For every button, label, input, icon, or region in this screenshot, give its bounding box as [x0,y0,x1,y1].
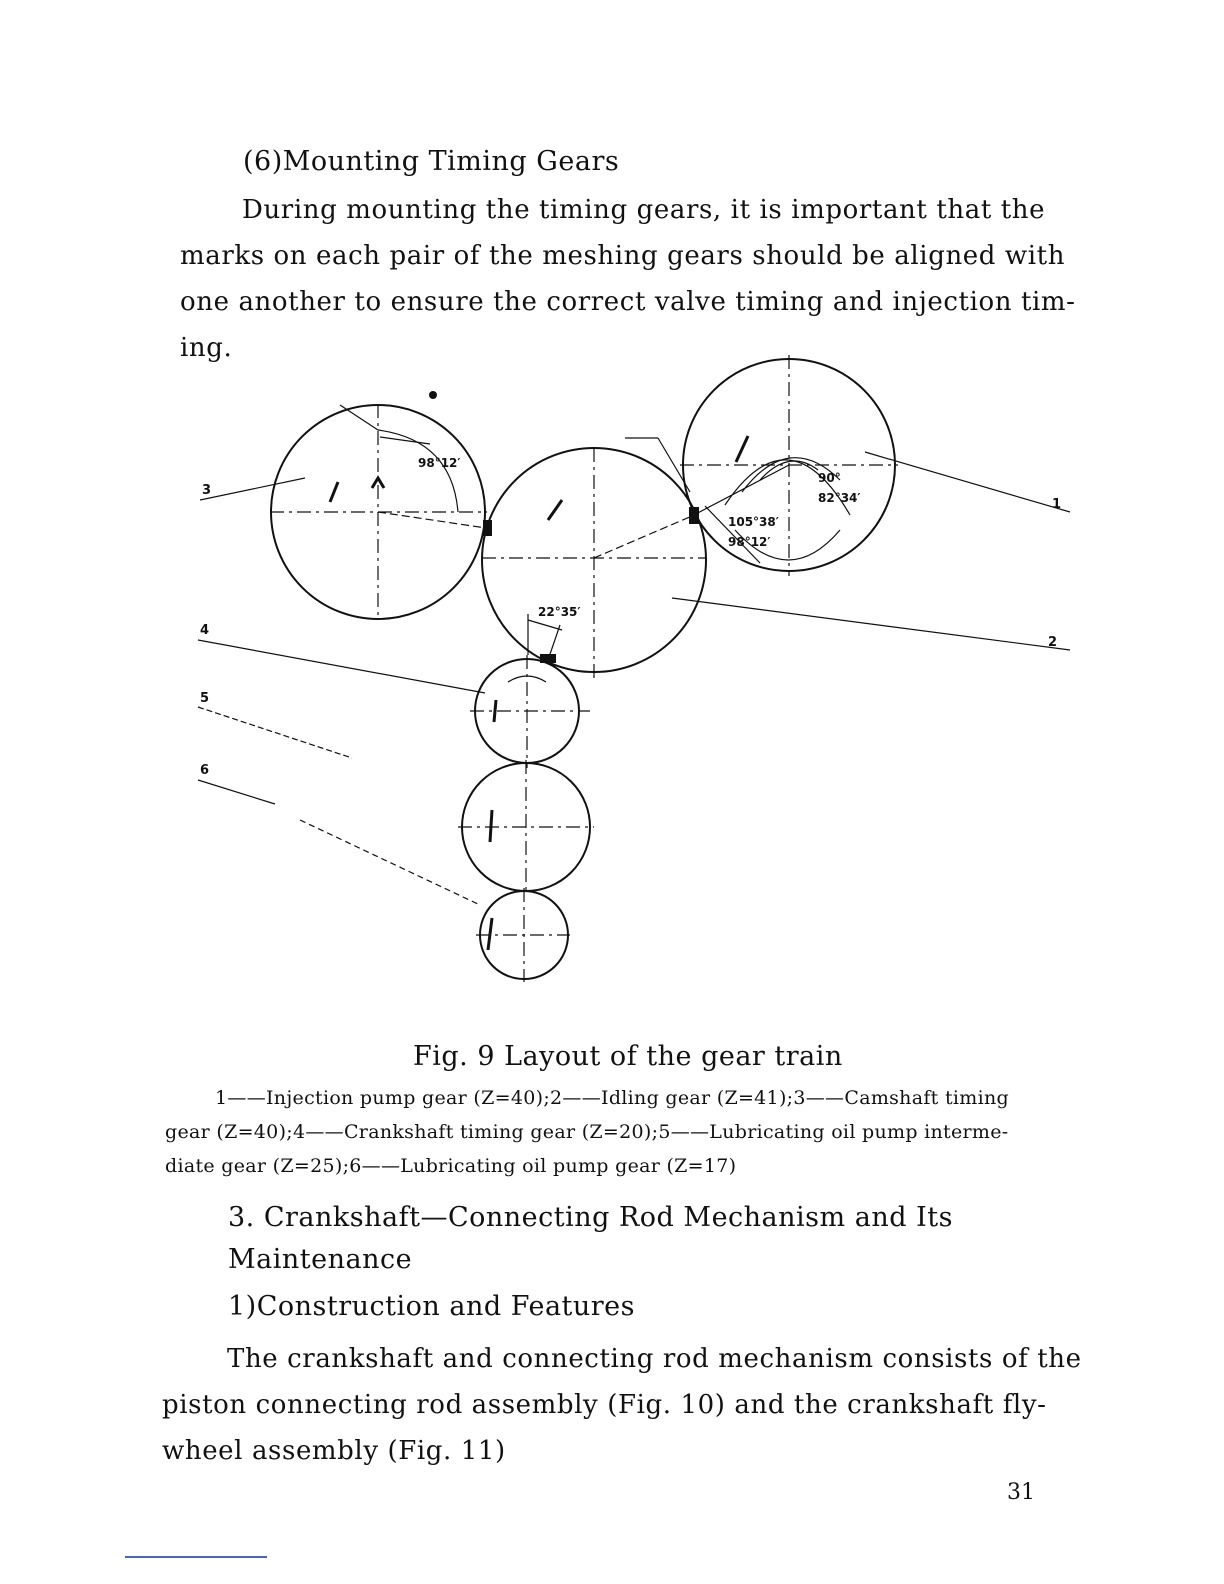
paragraph-line: one another to ensure the correct valve timing and injection tim- [180,287,1076,317]
subheading-construction-features: 1)Construction and Features [228,1291,636,1322]
angle-label-22-35: 22°35′ [538,605,581,619]
angle-label-105-38: 105°38′ [728,515,779,529]
callout-label-1: 1 [1052,497,1062,512]
section-paragraph-crankshaft [162,1336,1082,1474]
timing-mark [540,654,556,663]
caption-line: 1——Injection pump gear (Z=40);2——Idling gear (Z=41);3——Camshaft timing [215,1087,1009,1109]
callout-label-3: 3 [202,483,212,498]
paragraph-line: The crankshaft and connecting rod mechanism consists of the [227,1344,1082,1374]
caption-line: gear (Z=40);4——Crankshaft timing gear (Z=20);5——Lubricating oil pump interme- [165,1121,1009,1143]
dot-mark [429,391,437,399]
angle-label-82-34: 82°34′ [818,491,861,505]
angle-label-98-12-left: 98°12′ [418,456,461,470]
callout-label-4: 4 [200,623,210,638]
paragraph-line: wheel assembly (Fig. 11) [162,1436,506,1466]
footnote-rule [125,1556,267,1558]
paragraph-line: marks on each pair of the meshing gears should be aligned with [180,241,1066,271]
figure-caption-title: Fig. 9 Layout of the gear train [413,1041,843,1072]
section-heading-crankshaft: 3. Crankshaft—Connecting Rod Mechanism and Its [228,1202,953,1233]
callout-label-5: 5 [200,691,210,706]
timing-mark [689,507,699,524]
angle-label-98-12-right: 98°12′ [728,535,771,549]
paragraph-line: ing. [180,333,233,363]
paragraph-line: piston connecting rod assembly (Fig. 10) and the crankshaft fly- [162,1390,1047,1420]
section-heading-maintenance: Maintenance [228,1244,413,1275]
section-heading-mounting-timing-gears: (6)Mounting Timing Gears [243,146,620,177]
callout-label-6: 6 [200,763,210,778]
paragraph-line: During mounting the timing gears, it is important that the [242,195,1046,225]
callout-label-2: 2 [1048,635,1058,650]
timing-mark [483,520,492,536]
page-number: 31 [1007,1480,1035,1505]
angle-label-90: 90° [818,471,841,485]
figure-caption-legend [165,1081,1070,1183]
caption-line: diate gear (Z=25);6——Lubricating oil pump gear (Z=17) [165,1155,737,1177]
